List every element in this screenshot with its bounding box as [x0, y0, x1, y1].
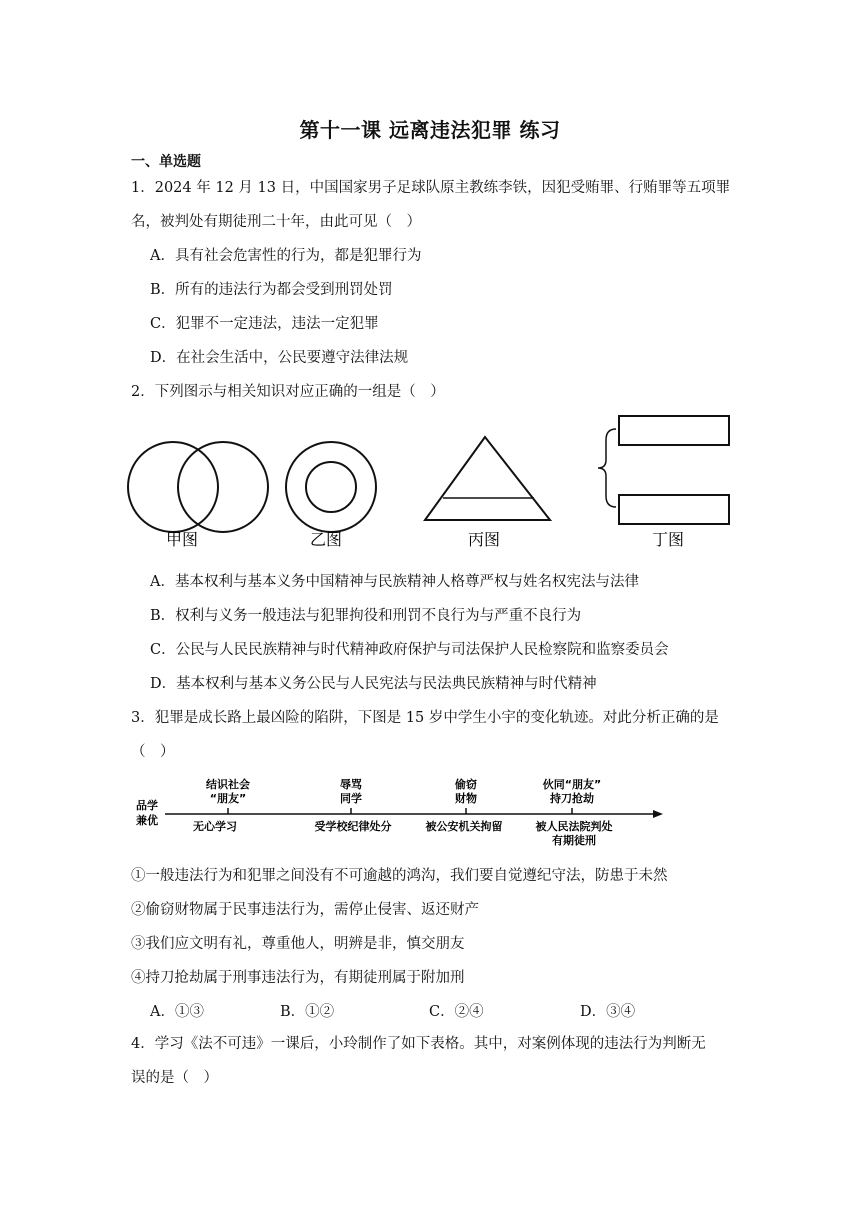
figure-label-jia: 甲图 [165, 530, 199, 549]
timeline-top-3-l2: 财物 [455, 792, 477, 805]
jia-circle-left [128, 442, 218, 532]
timeline-arrowhead [653, 810, 663, 818]
q3-timeline [125, 772, 670, 850]
q2-stem: 2．下列图示与相关知识对应正确的一组是（ ） [131, 384, 445, 400]
q2-option-a: A．基本权利与基本义务中国精神与民族精神人格尊严权与姓名权宪法与法律 [150, 574, 639, 590]
jia-circle-right [178, 442, 268, 532]
timeline-top-4-l2: 持刀抢劫 [550, 792, 594, 805]
q3-option-b: B．①② [280, 1004, 335, 1020]
q3-statement-1: ①一般违法行为和犯罪之间没有不可逾越的鸿沟，我们要自觉遵纪守法，防患于未然 [131, 868, 668, 884]
q1-option-c: C．犯罪不一定违法，违法一定犯罪 [150, 316, 379, 332]
q1-stem-line1: 1．2024 年 12 月 13 日，中国国家男子足球队原主教练李铁，因犯受贿罪、行贿罪等五项罪 [131, 180, 731, 196]
timeline-bottom-1: 无心学习 [193, 820, 237, 833]
q1-option-a: A．具有社会危害性的行为，都是犯罪行为 [150, 248, 422, 264]
timeline-start-label-1: 品学 [136, 799, 158, 812]
timeline-top-3-l1: 偷窃 [455, 778, 477, 791]
q3-stem-line1: 3．犯罪是成长路上最凶险的陷阱，下图是 15 岁中学生小宇的变化轨迹。对此分析正确的是 [131, 710, 719, 726]
timeline-top-1-l1: 结识社会 [206, 778, 250, 791]
yi-circle-inner [306, 462, 356, 512]
timeline-top-4-l1: 伙同“朋友” [542, 778, 602, 791]
timeline-start-label-2: 兼优 [136, 814, 158, 827]
section-heading: 一、单选题 [131, 154, 201, 170]
timeline-top-2-l1: 辱骂 [340, 778, 362, 791]
q3-option-d: D．③④ [580, 1004, 636, 1020]
figure-label-bing: 丙图 [467, 530, 501, 549]
q4-stem-line1: 4．学习《法不可违》一课后，小玲制作了如下表格。其中，对案例体现的违法行为判断无 [131, 1036, 706, 1052]
q2-figure [120, 410, 740, 555]
q2-option-b: B．权利与义务一般违法与犯罪拘役和刑罚不良行为与严重不良行为 [150, 608, 582, 624]
ding-brace [598, 429, 616, 507]
q3-option-a: A．①③ [150, 1004, 204, 1020]
q1-option-d: D．在社会生活中，公民要遵守法律法规 [150, 350, 409, 366]
timeline-bottom-2: 受学校纪律处分 [314, 820, 392, 833]
timeline-bottom-3: 被公安机关拘留 [425, 820, 503, 833]
ding-box-top [619, 416, 729, 445]
q3-statement-4: ④持刀抢劫属于刑事违法行为，有期徒刑属于附加刑 [131, 970, 465, 986]
q3-option-c: C．②④ [429, 1004, 484, 1020]
q3-stem-line2: （ ） [131, 744, 175, 760]
timeline-bottom-4-l1: 被人民法院判处 [535, 820, 613, 833]
timeline-top-1-l2: “朋友” [209, 792, 247, 805]
bing-triangle [425, 437, 550, 520]
timeline-top-2-l2: 同学 [340, 792, 362, 805]
figure-label-yi: 乙图 [309, 530, 343, 549]
ding-box-bottom [619, 495, 729, 524]
q4-stem-line2: 误的是（ ） [131, 1070, 218, 1086]
page-title: 第十一课 远离违法犯罪 练习 [299, 118, 561, 142]
q2-option-d: D．基本权利与基本义务公民与人民宪法与民法典民族精神与时代精神 [150, 676, 597, 692]
q1-option-b: B．所有的违法行为都会受到刑罚处罚 [150, 282, 393, 298]
q2-option-c: C．公民与人民民族精神与时代精神政府保护与司法保护人民检察院和监察委员会 [150, 642, 669, 658]
yi-circle-outer [286, 442, 376, 532]
q3-statement-2: ②偷窃财物属于民事违法行为，需停止侵害、返还财产 [131, 902, 479, 918]
figure-label-ding: 丁图 [651, 530, 685, 549]
q3-statement-3: ③我们应文明有礼，尊重他人，明辨是非，慎交朋友 [131, 936, 465, 952]
q1-stem-line2: 名，被判处有期徒刑二十年，由此可见（ ） [131, 214, 421, 230]
timeline-bottom-4-l2: 有期徒刑 [552, 834, 596, 847]
